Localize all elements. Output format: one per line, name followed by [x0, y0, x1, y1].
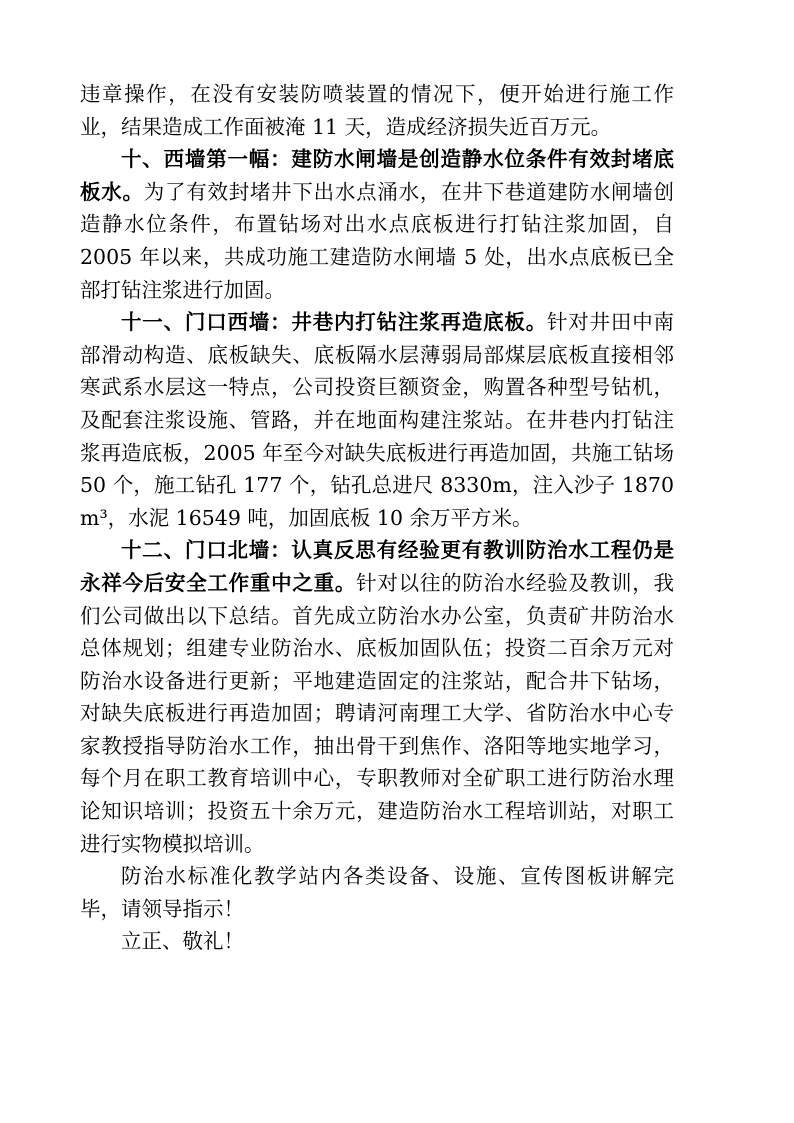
paragraph-salute — [80, 925, 674, 958]
paragraph-body: 为了有效封堵井下出水点涌水，在井下巷道建防水闸墙创造静水位条件，布置钻场对出水点底板进行打钻注浆加固，自 2005 年以来，共成功施工建造防水闸墙 5 处，出水点底板已全部打钻注浆进行加固。 — [80, 179, 675, 302]
section-heading: 十一、门口西墙：井巷内打钻注浆再造底板。 — [121, 310, 547, 335]
paragraph-continuation — [80, 78, 674, 143]
paragraph-body: 立正、敬礼！ — [121, 929, 244, 954]
document-page — [80, 78, 674, 958]
section-heading: 十二、门口北墙：认真反思有经验更有教训防治水工程仍是永祥今后安全工作重中之重。 — [80, 538, 674, 595]
paragraph-body: 违章操作，在没有安装防喷装置的情况下，便开始进行施工作业，结果造成工作面被淹 11 天，造成经济损失近百万元。 — [80, 82, 674, 139]
paragraph-body: 针对以往的防治水经验及教训，我们公司做出以下总结。首先成立防治水办公室，负责矿井防治水总体规划；组建专业防治水、底板加固队伍；投资二百余万元对防治水设备进行更新；平地建造固定的注浆站，配合井下钻场，对缺失底板进行再造加固；聘请河南理工大学、省防治水中心专家教授指导防治水工作，抽出骨干到焦作、洛阳等地实地学习，每个月在职工教育培训中心，专职教师对全矿职工进行防治水理论知识培训；投资五十余万元，建造防治水工程培训站，对职工进行实物模拟培训。 — [80, 570, 675, 856]
section-heading: 十、西墙第一幅：建防水闸墙是创造静水位条件有效封堵底板水。 — [80, 147, 674, 204]
paragraph-section-10 — [80, 143, 674, 306]
paragraph-section-12 — [80, 534, 674, 860]
paragraph-closing — [80, 860, 674, 925]
paragraph-body: 防治水标准化教学站内各类设备、设施、宣传图板讲解完毕，请领导指示！ — [80, 864, 674, 921]
paragraph-body: 针对井田中南部滑动构造、底板缺失、底板隔水层薄弱局部煤层底板直接相邻寒武系水层这一特点，公司投资巨额资金，购置各种型号钻机，及配套注浆设施、管路，并在地面构建注浆站。在井巷内打钻注浆再造底板，2005 年至今对缺失底板进行再造加固，共施工钻场 50 个，施工钻孔 177 个，钻孔总进尺 8330m，注入沙子 1870 m³，水泥 16549 吨，加固底板 10 余万平方米。 — [80, 310, 674, 530]
paragraph-section-11 — [80, 306, 674, 534]
